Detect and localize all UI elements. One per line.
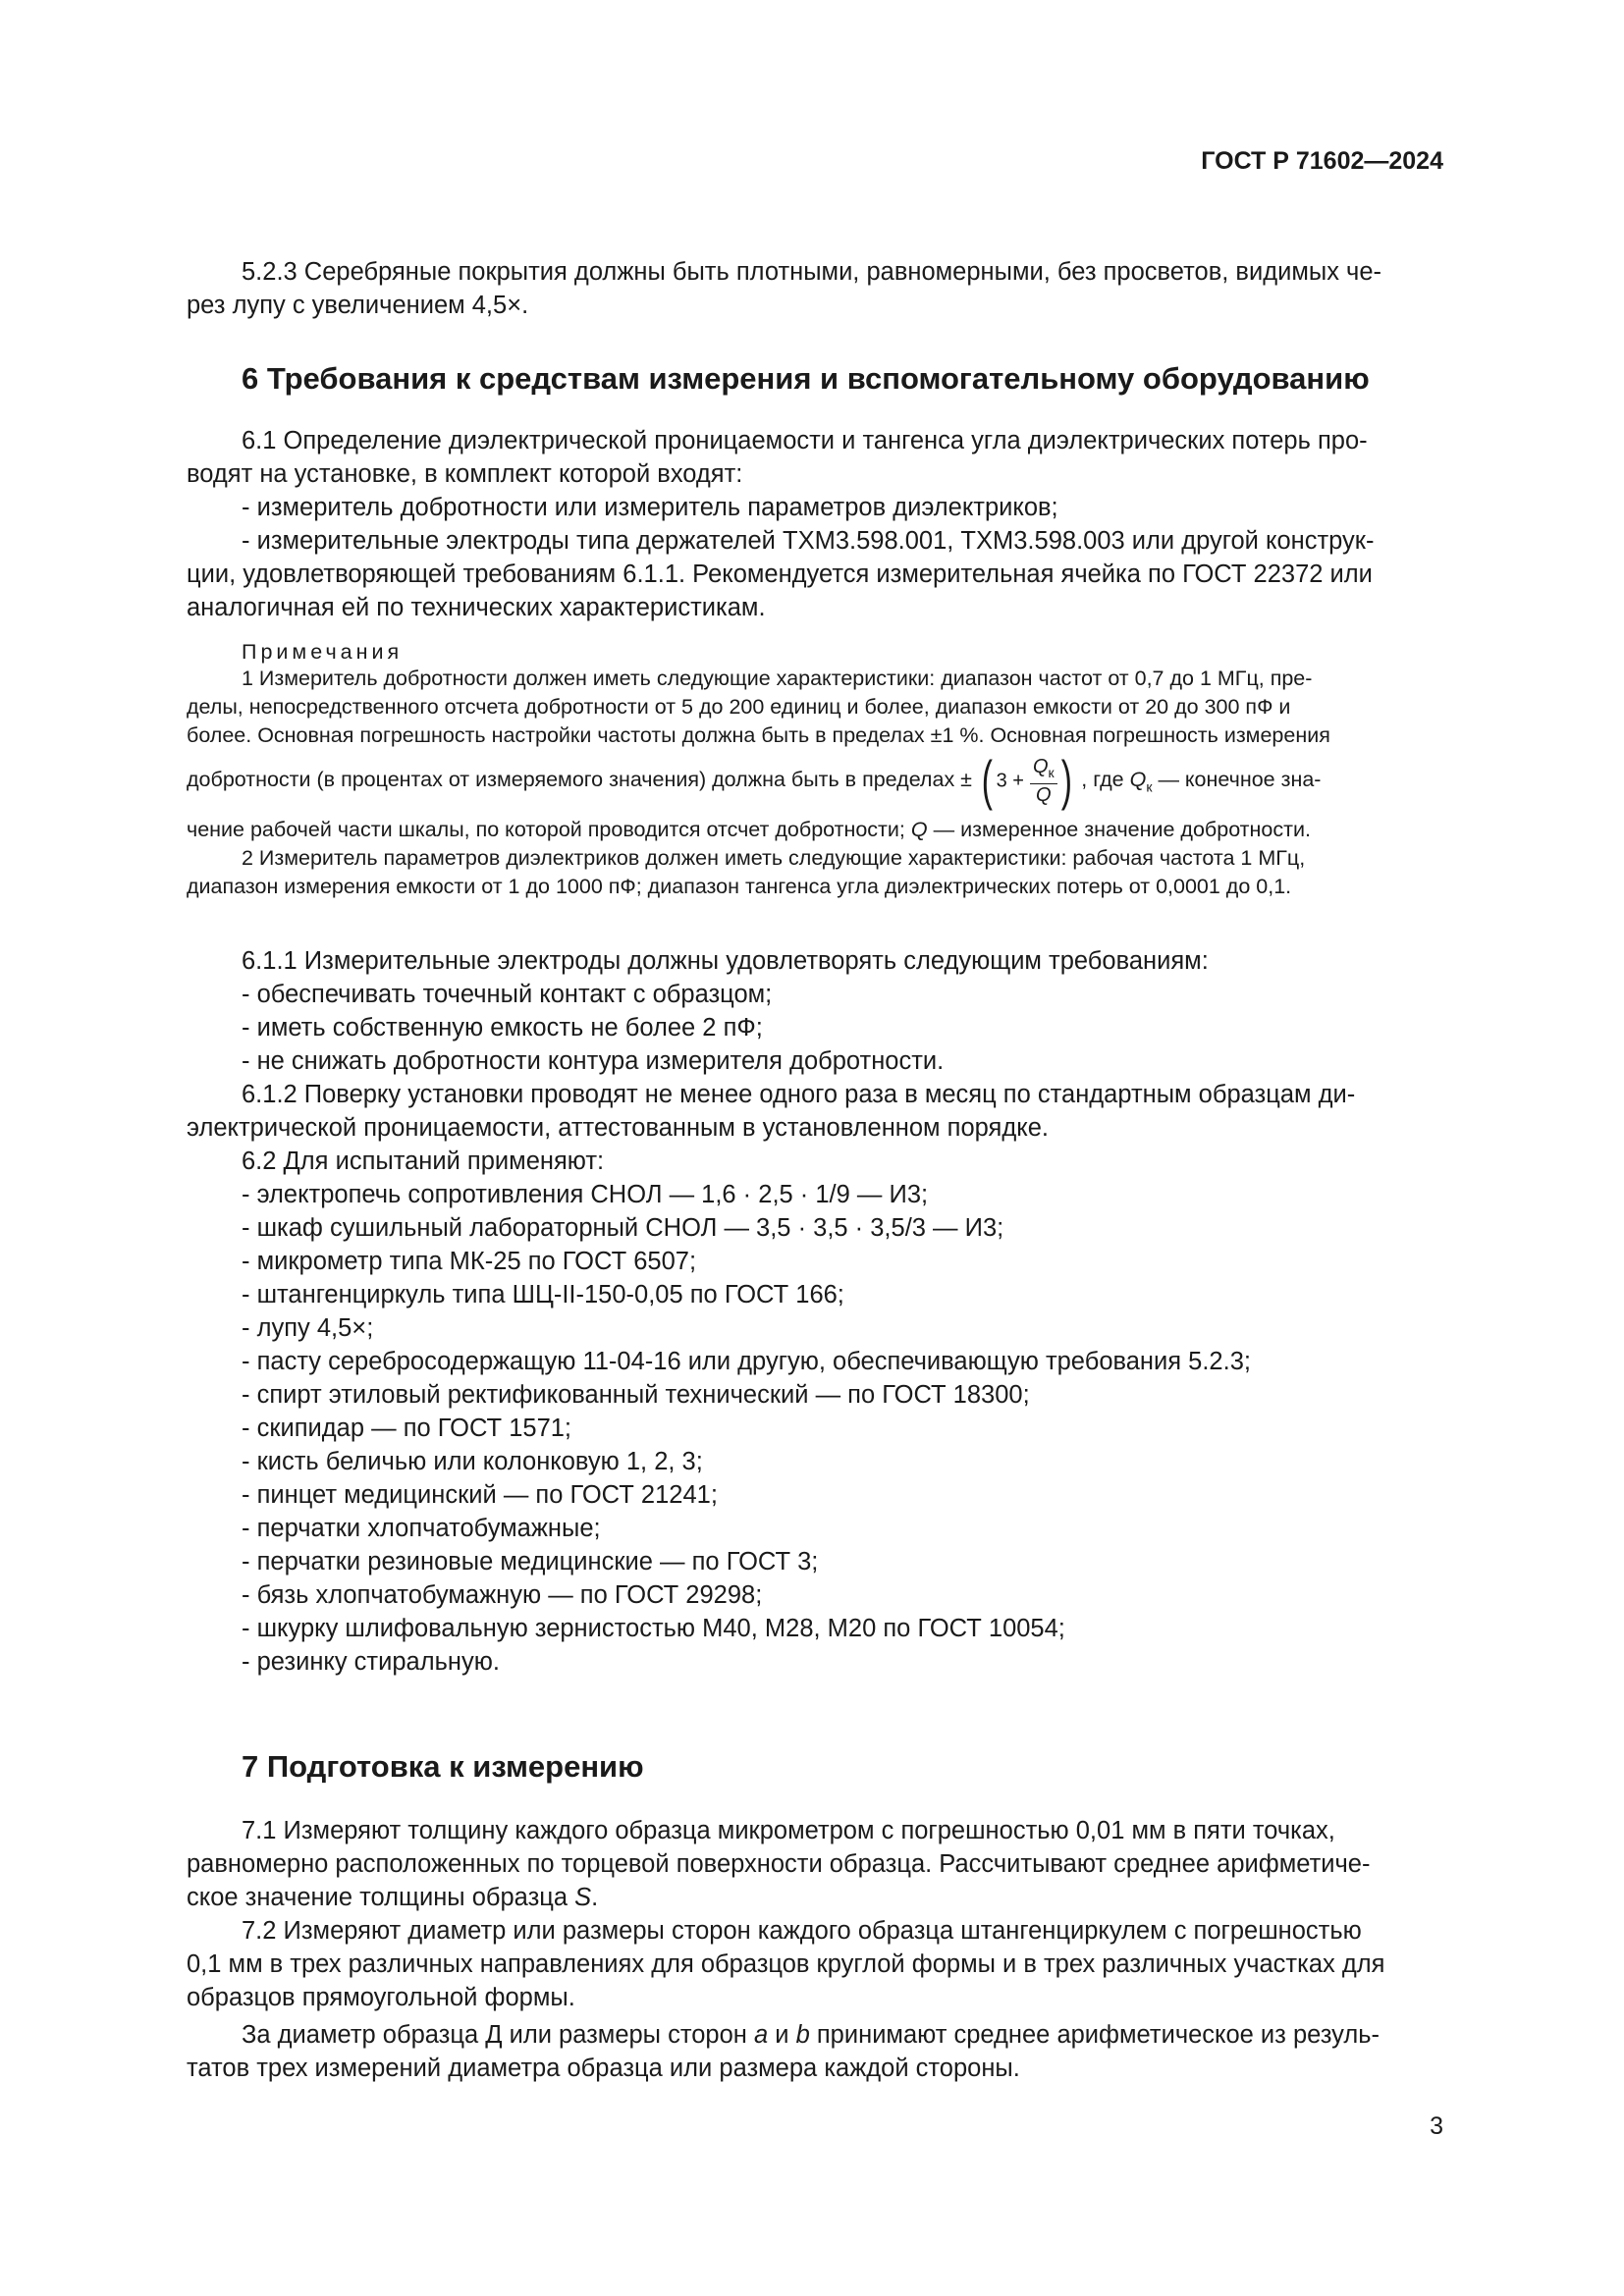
list-item: - бязь хлопчатобумажную — по ГОСТ 29298; — [242, 1581, 763, 1609]
text-line: ское значение толщины образца S. — [187, 1884, 599, 1911]
section-7-heading — [187, 1747, 1443, 1787]
list-item: - скипидар — по ГОСТ 1571; — [242, 1415, 572, 1442]
left-paren: ( — [981, 749, 993, 812]
list-item: - шкурку шлифовальную зернистостью М40, М28, М20 по ГОСТ 10054; — [242, 1615, 1065, 1642]
list-item: - шкаф сушильный лабораторный СНОЛ — 3,5 · 3,5 · 3,5/3 — И3; — [242, 1214, 1004, 1242]
notes-title: Примечания — [242, 640, 404, 664]
text-line: ции, удовлетворяющей требованиям 6.1.1. Рекомендуется измерительная ячейка по ГОСТ 22372 или — [187, 561, 1373, 588]
text-line: 6.1.2 Поверку установки проводят не менее одного раза в месяц по стандартным образцам ди- — [242, 1081, 1356, 1108]
document-header: ГОСТ Р 71602—2024 — [1201, 147, 1443, 175]
list-item: - пинцет медицинский — по ГОСТ 21241; — [242, 1481, 718, 1509]
formula-term: 3 + — [996, 770, 1024, 792]
text-line: электрической проницаемости, аттестованным в установленном порядке. — [187, 1114, 1049, 1142]
notes-block — [187, 640, 1443, 901]
text-line: 6.1 Определение диэлектрической проницаемости и тангенса угла диэлектрических потерь про- — [242, 427, 1368, 454]
text-line: 6.2 Для испытаний применяют: — [242, 1148, 605, 1175]
note-line: 2 Измеритель параметров диэлектриков должен иметь следующие характеристики: рабочая частота 1 МГц, — [242, 846, 1306, 871]
list-item: - иметь собственную емкость не более 2 пФ; — [242, 1014, 763, 1041]
formula-fraction: $\frac{Q_к}{Q}$ — [1030, 756, 1057, 806]
note-line: диапазон измерения емкости от 1 до 1000 пФ; диапазон тангенса угла диэлектрических потерь от 0,0001 до 0,1. — [187, 875, 1292, 899]
list-item: - перчатки резиновые медицинские — по ГОСТ 3; — [242, 1548, 819, 1575]
list-item: - обеспечивать точечный контакт с образцом; — [242, 981, 773, 1008]
note-line: делы, непосредственного отсчета добротности от 5 до 200 единиц и более, диапазон емкости от 20 до 300 пФ и — [187, 695, 1291, 719]
paragraph-7 — [187, 1814, 1443, 2085]
list-item: - не снижать добротности контура измерителя добротности. — [242, 1047, 945, 1075]
list-item: - измеритель добротности или измеритель параметров диэлектриков; — [242, 494, 1058, 521]
text-line: аналогичная ей по технических характеристикам. — [187, 594, 766, 621]
text-line: рез лупу с увеличением 4,5×. — [187, 292, 529, 319]
list-item: - лупу 4,5×; — [242, 1314, 374, 1342]
section-title: 6 Требования к средствам измерения и вспомогательному оборудованию — [242, 361, 1370, 396]
list-item: - штангенциркуль типа ШЦ-II-150-0,05 по ГОСТ 166; — [242, 1281, 844, 1308]
page-number: 3 — [1430, 2112, 1443, 2140]
section-6-heading — [187, 359, 1443, 399]
list-item: - резинку стиральную. — [242, 1648, 500, 1676]
paragraph-6-1-1 — [187, 944, 1443, 1679]
list-item: - измерительные электроды типа держателей ТХМ3.598.001, ТХМ3.598.003 или другой конструк- — [242, 527, 1375, 555]
note-line: чение рабочей части шкалы, по которой проводится отсчет добротности; Q — измеренное значение добротности. — [187, 818, 1311, 842]
list-item: - спирт этиловый ректификованный технический — по ГОСТ 18300; — [242, 1381, 1030, 1409]
text-line: равномерно расположенных по торцевой поверхности образца. Рассчитывают среднее арифметиче- — [187, 1850, 1371, 1878]
note-line: более. Основная погрешность настройки частоты должна быть в пределах ±1 %. Основная погрешность измерения — [187, 723, 1330, 747]
list-item: - электропечь сопротивления СНОЛ — 1,6 · 2,5 · 1/9 — И3; — [242, 1181, 929, 1208]
text-line: 5.2.3 Серебряные покрытия должны быть плотными, равномерными, без просветов, видимых че- — [242, 258, 1381, 286]
note-line: 1 Измеритель добротности должен иметь следующие характеристики: диапазон частот от 0,7 до 1 МГц, пре- — [242, 667, 1313, 690]
paragraph-5-2-3 — [187, 222, 1443, 322]
text-line: 7.1 Измеряют толщину каждого образца микрометром с погрешностью 0,01 мм в пяти точках, — [242, 1817, 1335, 1844]
list-item: - перчатки хлопчатобумажные; — [242, 1515, 601, 1542]
text-line: 0,1 мм в трех различных направлениях для образцов круглой формы и в трех различных участках для — [187, 1950, 1385, 1978]
section-title: 7 Подготовка к измерению — [242, 1749, 644, 1784]
text-line: 6.1.1 Измерительные электроды должны удовлетворять следующим требованиям: — [242, 947, 1209, 975]
list-item: - микрометр типа МК-25 по ГОСТ 6507; — [242, 1248, 697, 1275]
list-item: - пасту серебросодержащую 11-04-16 или другую, обеспечивающую требования 5.2.3; — [242, 1348, 1251, 1375]
note-formula-line: добротности (в процентах от измеряемого значения) должна быть в пределах ± ( 3 + $\frac{Q_к}{Q}$ ) , где $Q_к$ — конечное зна- — [187, 749, 1322, 812]
right-paren: ) — [1060, 749, 1072, 812]
text-line: 7.2 Измеряют диаметр или размеры сторон каждого образца штангенциркулем с погрешностью — [242, 1917, 1362, 1945]
text-line: татов трех измерений диаметра образца или размера каждой стороны. — [187, 2055, 1020, 2082]
list-item: - кисть беличью или колонковую 1, 2, 3; — [242, 1448, 703, 1475]
text-line: образцов прямоугольной формы. — [187, 1984, 575, 2011]
paragraph-6-1 — [187, 424, 1443, 624]
text-line: За диаметр образца Д или размеры сторон a и b принимают среднее арифметическое из резуль- — [242, 2021, 1380, 2049]
text-line: водят на установке, в комплект которой входят: — [187, 460, 743, 488]
